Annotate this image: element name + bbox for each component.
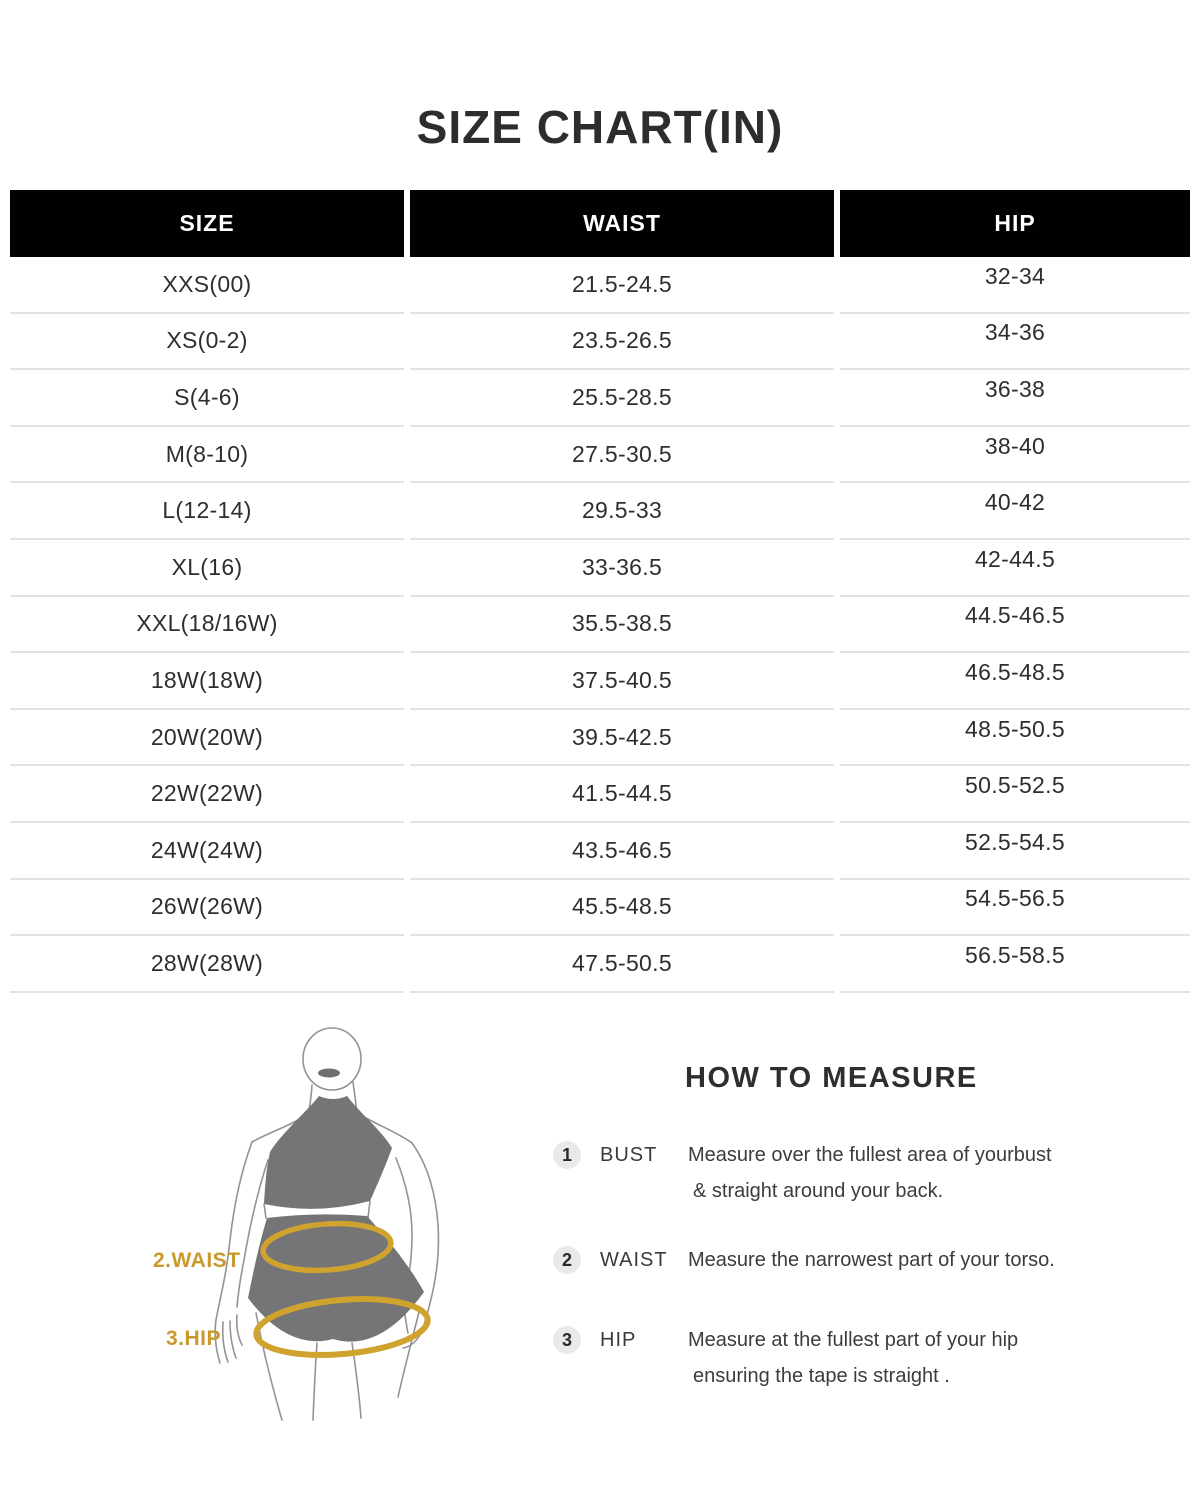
table-cell-size: M(8-10) [10,427,404,484]
measure-item-description [688,1242,1148,1278]
table-cell-size: XXL(18/16W) [10,597,404,654]
table-cell-size: 26W(26W) [10,880,404,937]
table-cell-hip: 42-44.5 [840,540,1190,597]
step-number-badge: 3 [553,1326,581,1354]
table-cell-hip: 44.5-46.5 [840,597,1190,654]
how-to-measure-heading: HOW TO MEASURE [685,1062,978,1094]
bikini-bottom [248,1214,424,1341]
description-line: ensuring the tape is straight . [693,1365,950,1387]
description-line: Measure the narrowest part of your torso. [688,1249,1055,1271]
bikini-top [264,1096,392,1209]
table-cell-hip: 36-38 [840,370,1190,427]
table-cell-size: XS(0-2) [10,314,404,371]
page-title: SIZE CHART(IN) [416,101,784,153]
table-cell-size: 28W(28W) [10,936,404,993]
table-cell-size: 18W(18W) [10,653,404,710]
table-cell-hip: 52.5-54.5 [840,823,1190,880]
table-cell-waist: 27.5-30.5 [410,427,834,484]
measure-item-description [688,1137,1148,1209]
table-cell-waist: 35.5-38.5 [410,597,834,654]
table-cell-waist: 25.5-28.5 [410,370,834,427]
table-cell-hip: 46.5-48.5 [840,653,1190,710]
description-line: Measure over the fullest area of yourbust [688,1144,1052,1166]
table-cell-hip: 54.5-56.5 [840,880,1190,937]
table-cell-waist: 33-36.5 [410,540,834,597]
step-number-badge: 2 [553,1246,581,1274]
hip-ring-label: 3.HIP [166,1327,222,1350]
step-number-badge: 1 [553,1141,581,1169]
table-cell-hip: 32-34 [840,257,1190,314]
table-cell-waist: 47.5-50.5 [410,936,834,993]
head-outline [303,1028,361,1090]
measure-item-label: BUST [600,1144,658,1166]
measure-item-label: WAIST [600,1249,668,1271]
description-line: Measure at the fullest part of your hip [688,1329,1019,1351]
measure-item-description [688,1322,1148,1394]
table-cell-waist: 29.5-33 [410,483,834,540]
table-cell-waist: 41.5-44.5 [410,766,834,823]
table-cell-hip: 34-36 [840,314,1190,371]
table-cell-size: 20W(20W) [10,710,404,767]
table-cell-hip: 56.5-58.5 [840,936,1190,993]
measure-item-label: HIP [600,1329,637,1351]
table-cell-waist: 37.5-40.5 [410,653,834,710]
table-cell-size: XXS(00) [10,257,404,314]
table-cell-waist: 21.5-24.5 [410,257,834,314]
table-cell-waist: 23.5-26.5 [410,314,834,371]
table-header-hip: HIP [840,190,1190,257]
description-line: & straight around your back. [693,1180,944,1202]
table-cell-size: 22W(22W) [10,766,404,823]
lips [318,1069,340,1078]
size-table [10,190,1190,993]
table-cell-size: XL(16) [10,540,404,597]
table-header-size: SIZE [10,190,404,257]
table-cell-waist: 43.5-46.5 [410,823,834,880]
table-cell-hip: 38-40 [840,427,1190,484]
table-cell-size: 24W(24W) [10,823,404,880]
waist-ring-label: 2.WAIST [153,1249,241,1272]
table-cell-hip: 48.5-50.5 [840,710,1190,767]
table-cell-waist: 45.5-48.5 [410,880,834,937]
table-cell-size: L(12-14) [10,483,404,540]
table-cell-waist: 39.5-42.5 [410,710,834,767]
table-cell-hip: 40-42 [840,483,1190,540]
table-cell-hip: 50.5-52.5 [840,766,1190,823]
table-header-waist: WAIST [410,190,834,257]
table-cell-size: S(4-6) [10,370,404,427]
